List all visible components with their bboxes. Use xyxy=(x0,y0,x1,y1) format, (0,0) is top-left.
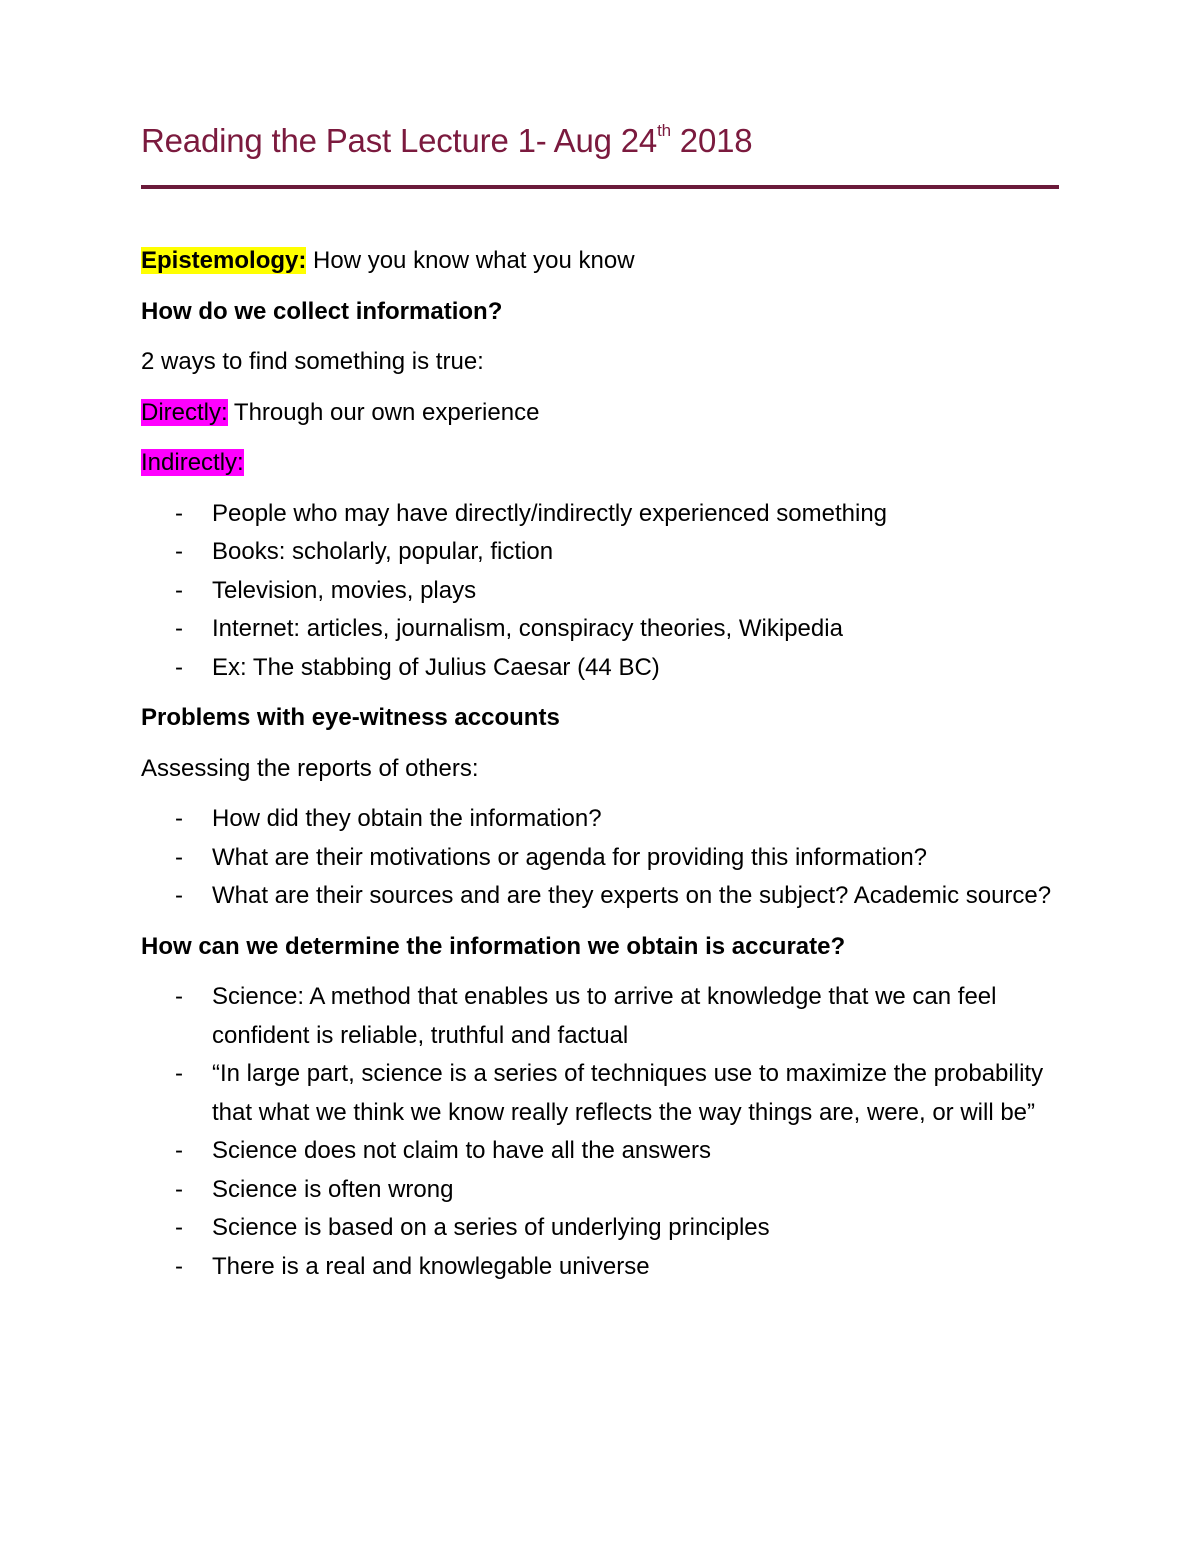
accurate-heading: How can we determine the information we obtain is accurate? xyxy=(141,932,846,960)
list-item-text: People who may have directly/indirectly experienced something xyxy=(212,499,888,527)
epistemology-text: How you know what you know xyxy=(306,247,635,274)
assessing-text: Assessing the reports of others: xyxy=(141,754,479,782)
dash-bullet: - xyxy=(175,983,183,1010)
list-item-text: What are their sources and are they experts on the subject? Academic source? xyxy=(212,882,1052,909)
dash-bullet: - xyxy=(175,1175,183,1203)
list-item xyxy=(141,800,1061,839)
dash-bullet: - xyxy=(175,1137,183,1164)
epistemology-term: Epistemology: xyxy=(141,247,307,274)
list-item-text: Science is based on a series of underlying principles xyxy=(212,1214,770,1241)
dash-bullet: - xyxy=(175,499,183,527)
dash-bullet: - xyxy=(175,1060,183,1087)
list-item-text: How did they obtain the information? xyxy=(212,805,602,832)
list-item-text: Books: scholarly, popular, fiction xyxy=(212,538,554,565)
two-ways-text: 2 ways to find something is true: xyxy=(141,348,484,375)
dash-bullet: - xyxy=(175,805,183,832)
indirectly-term: Indirectly: xyxy=(141,449,244,476)
dash-bullet: - xyxy=(175,653,183,681)
document-body xyxy=(141,242,1061,1298)
directly-term: Directly: xyxy=(141,398,228,426)
title-superscript: th xyxy=(657,121,671,140)
list-item xyxy=(141,1248,1061,1287)
list-item xyxy=(141,839,1061,878)
list-item xyxy=(141,1055,1061,1132)
epistemology-definition xyxy=(141,242,1061,281)
dash-bullet: - xyxy=(175,882,183,909)
list-item-text: What are their motivations or agenda for providing this information? xyxy=(212,843,928,871)
dash-bullet: - xyxy=(175,843,183,871)
eyewitness-heading: Problems with eye-witness accounts xyxy=(141,704,560,731)
list-item-text: Ex: The stabbing of Julius Caesar (44 BC) xyxy=(212,653,660,681)
dash-bullet: - xyxy=(175,538,183,565)
dash-bullet: - xyxy=(175,576,183,604)
list-item-text: Science: A method that enables us to arrive at knowledge that we can feel confident is reliable, truthful and factual xyxy=(212,983,997,1049)
document-title xyxy=(141,122,752,160)
assessing-list xyxy=(141,800,1061,916)
list-item xyxy=(141,1171,1061,1210)
list-item xyxy=(141,1132,1061,1171)
indirectly-label xyxy=(141,444,1061,483)
indirect-list xyxy=(141,495,1061,688)
list-item xyxy=(141,572,1061,611)
list-item xyxy=(141,610,1061,649)
collect-heading: How do we collect information? xyxy=(141,297,503,325)
list-item xyxy=(141,877,1061,916)
title-tail: 2018 xyxy=(670,122,753,159)
list-item xyxy=(141,1209,1061,1248)
directly-text: Through our own experience xyxy=(227,398,540,426)
list-item xyxy=(141,495,1061,534)
list-item-text: There is a real and knowlegable universe xyxy=(212,1252,650,1280)
list-item xyxy=(141,533,1061,572)
list-item xyxy=(141,649,1061,688)
list-item-text: “In large part, science is a series of techniques use to maximize the probability that what we think we know really reflects the way things are, were, or will be” xyxy=(212,1060,1044,1126)
list-item-text: Television, movies, plays xyxy=(212,576,477,604)
title-main: Reading the Past Lecture 1- Aug 24 xyxy=(141,122,658,159)
science-list xyxy=(141,978,1061,1286)
list-item xyxy=(141,978,1061,1055)
list-item-text: Internet: articles, journalism, conspiracy theories, Wikipedia xyxy=(212,615,843,642)
directly-definition xyxy=(141,394,1061,433)
dash-bullet: - xyxy=(175,615,183,642)
list-item-text: Science is often wrong xyxy=(212,1175,454,1203)
title-underline xyxy=(141,185,1059,189)
dash-bullet: - xyxy=(175,1252,183,1280)
dash-bullet: - xyxy=(175,1214,183,1241)
list-item-text: Science does not claim to have all the answers xyxy=(212,1137,711,1164)
